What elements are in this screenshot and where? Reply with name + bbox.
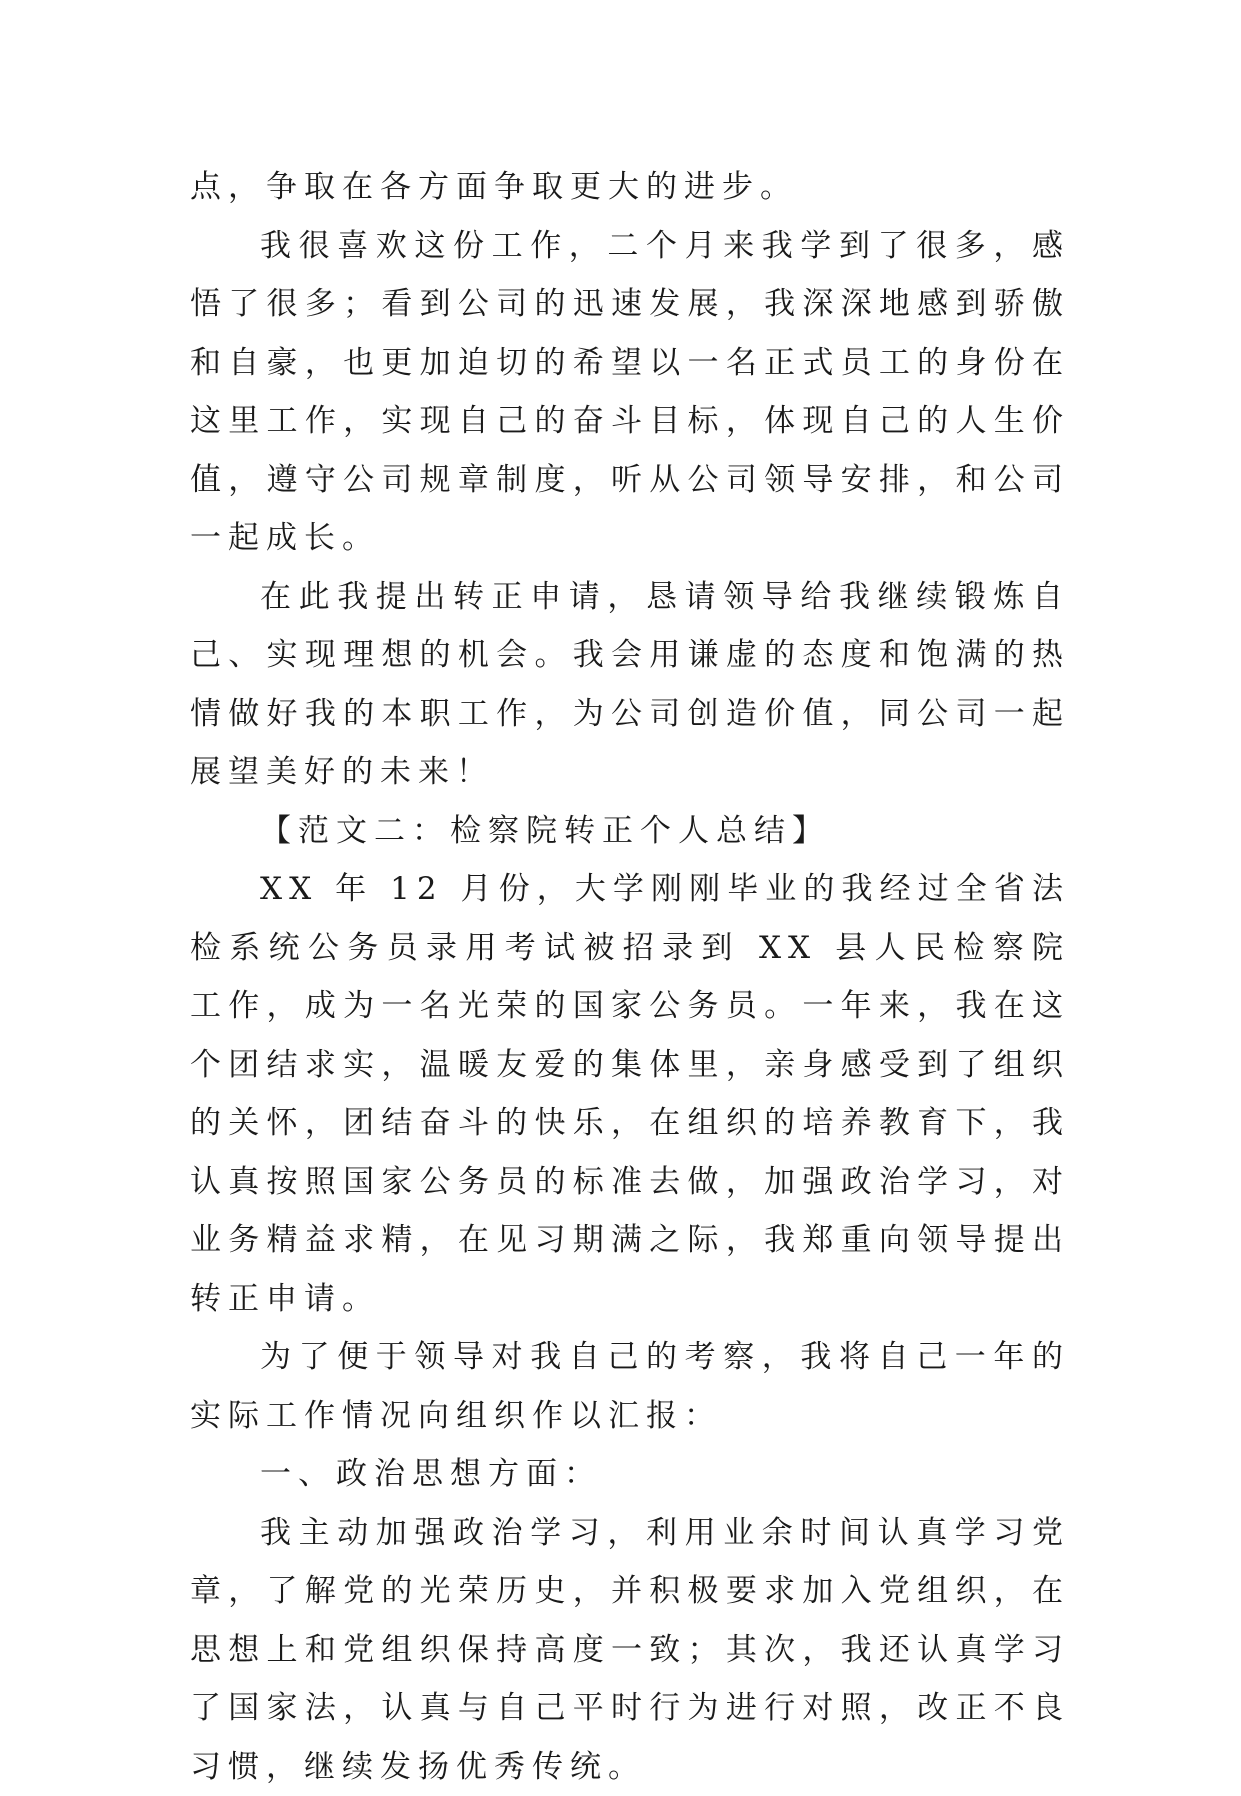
section-heading: 【范文二：检察院转正个人总结】 — [190, 802, 1070, 861]
paragraph-report: 为了便于领导对我自己的考察，我将自己一年的实际工作情况向组织作以汇报： — [190, 1328, 1070, 1445]
paragraph-continuation: 点，争取在各方面争取更大的进步。 — [190, 158, 1070, 217]
paragraph-request: 在此我提出转正申请，恳请领导给我继续锻炼自己、实现理想的机会。我会用谦虚的态度和饱满的热情做好我的本职工作，为公司创造价值，同公司一起展望美好的未来！ — [190, 568, 1070, 802]
paragraph-political: 我主动加强政治学习，利用业余时间认真学习党章，了解党的光荣历史，并积极要求加入党组织，在思想上和党组织保持高度一致；其次，我还认真学习了国家法，认真与自己平时行为进行对照，改正不良习惯，继续发扬优秀传统。 — [190, 1504, 1070, 1796]
paragraph-intro: XX 年 12 月份，大学刚刚毕业的我经过全省法检系统公务员录用考试被招录到 XX 县人民检察院工作，成为一名光荣的国家公务员。一年来，我在这个团结求实，温暖友爱的集体里，亲身感受到了组织的关怀，团结奋斗的快乐，在组织的培养教育下，我认真按照国家公务员的标准去做，加强政治学习，对业务精益求精，在见习期满之际，我郑重向领导提出转正申请。 — [190, 860, 1070, 1328]
paragraph-work-reflection: 我很喜欢这份工作，二个月来我学到了很多，感悟了很多；看到公司的迅速发展，我深深地感到骄傲和自豪，也更加迫切的希望以一名正式员工的身份在这里工作，实现自己的奋斗目标，体现自己的人生价值，遵守公司规章制度，听从公司领导安排，和公司一起成长。 — [190, 217, 1070, 568]
subsection-heading: 一、政治思想方面： — [190, 1445, 1070, 1504]
document-body — [190, 158, 1070, 1796]
